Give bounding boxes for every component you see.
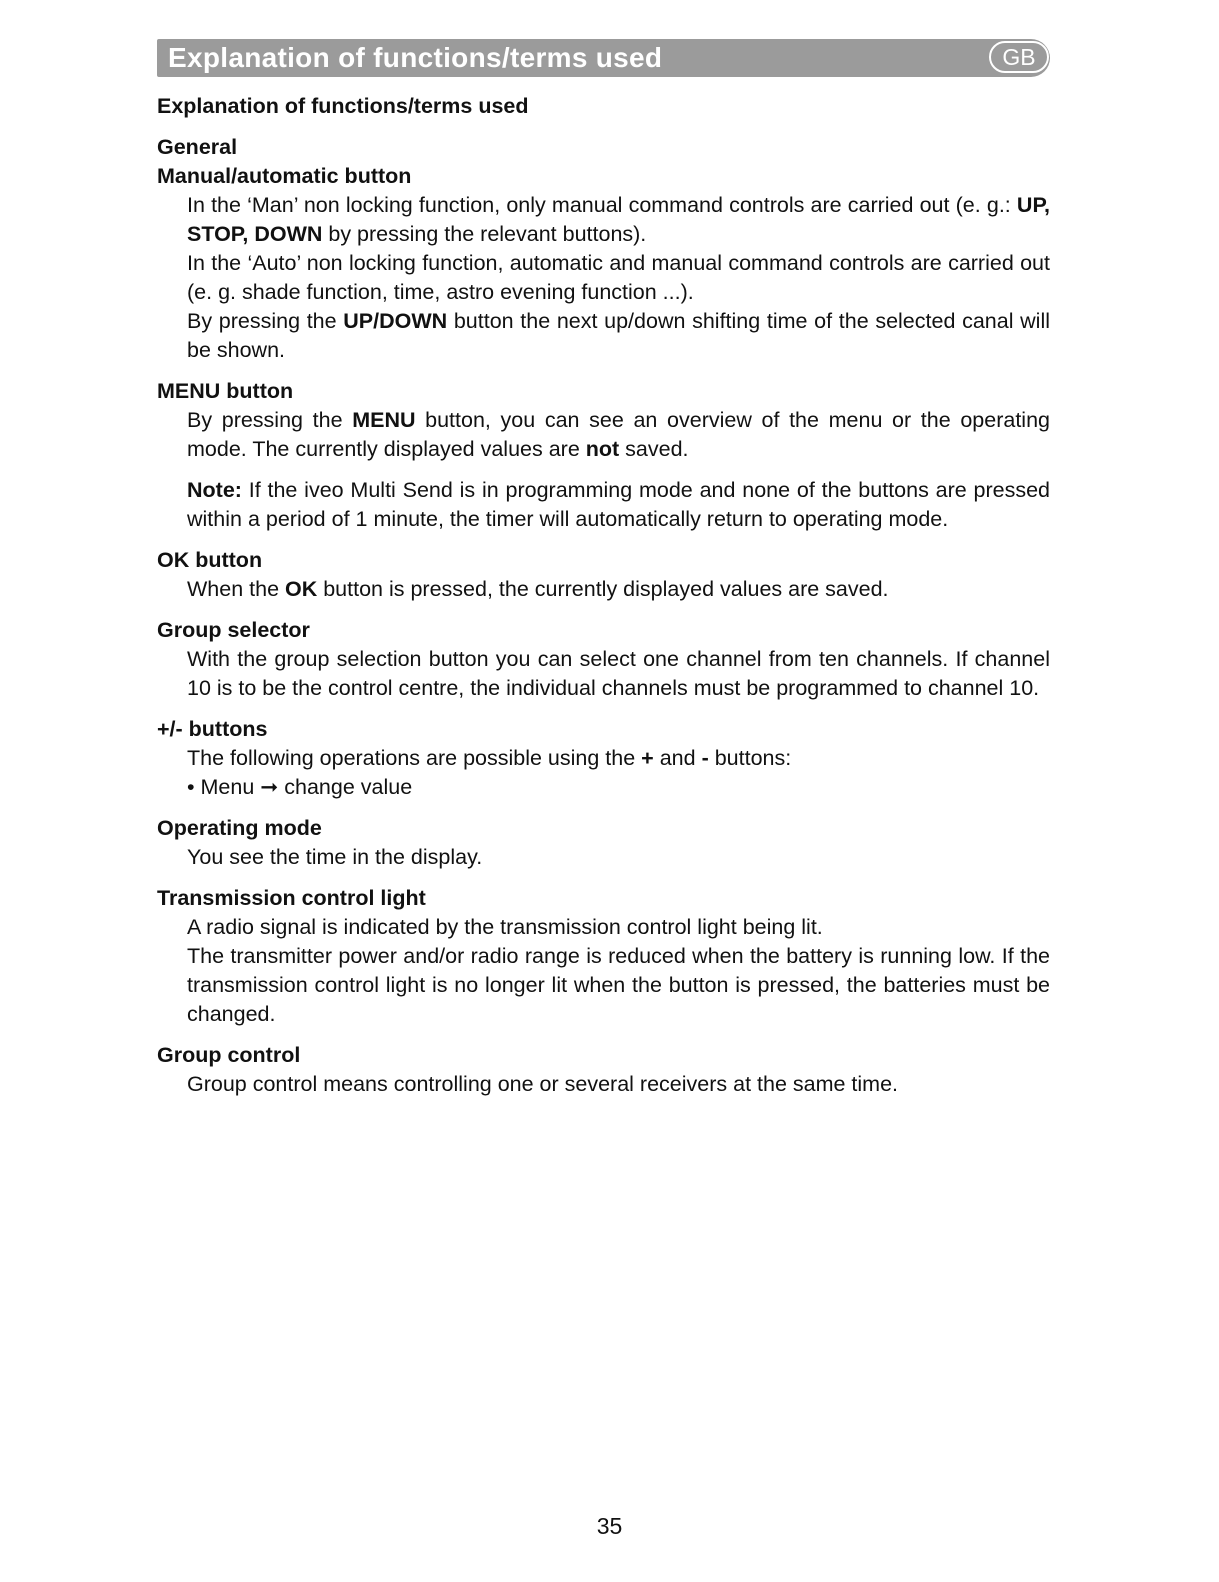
heading-group-control: Group control <box>157 1043 301 1067</box>
manual-automatic-paragraph-1: In the ‘Man’ non locking function, only manual command controls are carried out (e. g.: UP, STOP, DOWN by pressing the relevant buttons). <box>187 193 1050 246</box>
heading-group-selector: Group selector <box>157 618 310 642</box>
group-selector-paragraph: With the group selection button you can select one channel from ten channels. If channel 10 is to be the control centre, the individual channels must be programmed to channel 10. <box>187 647 1050 700</box>
section-header-bar <box>157 39 1050 77</box>
manual-automatic-paragraph-3: By pressing the UP/DOWN button the next up/down shifting time of the selected canal will be shown. <box>187 309 1050 362</box>
heading-ok-button: OK button <box>157 548 263 572</box>
heading-plus-minus-buttons: +/- buttons <box>157 717 268 741</box>
operating-mode-paragraph: You see the time in the display. <box>187 845 483 869</box>
arrow-right-icon: ➞ <box>260 775 279 799</box>
group-control-paragraph: Group control means controlling one or several receivers at the same time. <box>187 1072 899 1096</box>
ok-button-paragraph: When the OK button is pressed, the currently displayed values are saved. <box>187 577 889 601</box>
document-title: Explanation of functions/terms used <box>157 94 529 118</box>
transmission-light-paragraph-2: The transmitter power and/or radio range is reduced when the battery is running low. If the transmission control light is no longer lit when the button is pressed, the batteries must be changed. <box>187 944 1050 1026</box>
heading-general: General <box>157 135 238 159</box>
menu-button-note: Note: If the iveo Multi Send is in programming mode and none of the buttons are pressed within a period of 1 minute, the timer will automatically return to operating mode. <box>187 478 1050 531</box>
heading-operating-mode: Operating mode <box>157 816 322 840</box>
heading-transmission-control-light: Transmission control light <box>157 886 426 910</box>
manual-automatic-paragraph-2: In the ‘Auto’ non locking function, automatic and manual command controls are carried out (e. g. shade function, time, astro evening function ...). <box>187 251 1050 304</box>
heading-menu-button: MENU button <box>157 379 294 403</box>
page-number: 35 <box>596 1513 623 1539</box>
heading-manual-automatic-button: Manual/automatic button <box>157 164 412 188</box>
document-body <box>157 92 1050 1099</box>
language-badge: GB <box>989 41 1049 73</box>
section-header-title: Explanation of functions/terms used <box>168 42 663 73</box>
plus-minus-bullet: • Menu ➞ change value <box>187 775 413 799</box>
plus-minus-paragraph: The following operations are possible using the + and - buttons: <box>187 746 792 770</box>
menu-button-paragraph: By pressing the MENU button, you can see an overview of the menu or the operating mode. The currently displayed values are not saved. <box>187 408 1050 461</box>
transmission-light-paragraph-1: A radio signal is indicated by the transmission control light being lit. <box>187 915 823 939</box>
